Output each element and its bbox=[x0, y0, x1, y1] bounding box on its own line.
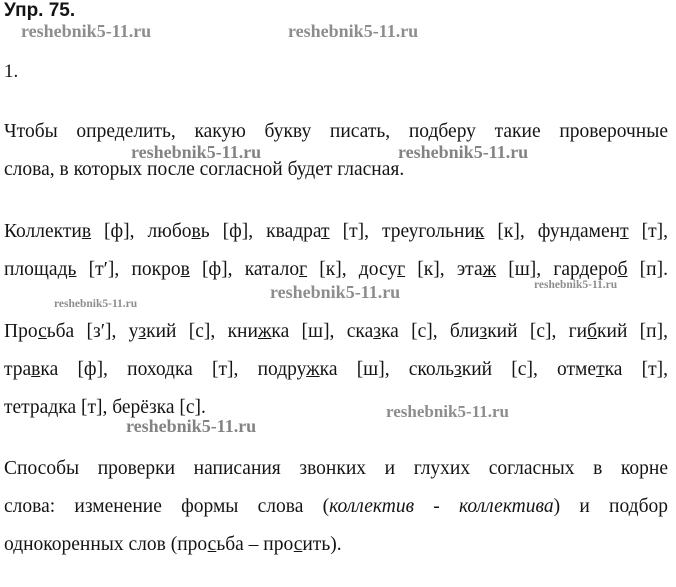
text-segment: ка [т], bbox=[604, 359, 669, 380]
underlined-letter: б bbox=[587, 321, 598, 342]
text-segment: [к], фундамен bbox=[484, 221, 621, 242]
text-segment: коллекти bbox=[329, 496, 406, 517]
underlined-letter: з bbox=[373, 321, 381, 342]
underlined-letter: т bbox=[620, 221, 629, 242]
watermark: reshebnik5-11.ru bbox=[288, 21, 419, 41]
text-segment: [т′], покро bbox=[76, 259, 181, 280]
text-segment: [т], треугольни bbox=[329, 221, 475, 242]
underlined-letter: в bbox=[81, 221, 92, 242]
text-segment: ьба – про bbox=[216, 534, 294, 555]
text-segment: кий [с], кни bbox=[146, 321, 258, 342]
underlined-letter: с bbox=[293, 534, 303, 555]
underlined-letter: б bbox=[617, 259, 628, 280]
underlined-letter: т bbox=[321, 221, 330, 242]
text-segment: Способы проверки написания звонких и глухих согласных в корне bbox=[4, 458, 668, 479]
watermark: reshebnik5-11.ru bbox=[21, 21, 152, 41]
underlined-letter: д bbox=[48, 397, 59, 418]
text-segment: однокоренных слов (про bbox=[4, 534, 208, 555]
text-segment: Чтобы определить, какую букву писать, подберу такие проверочные bbox=[4, 121, 668, 142]
text-segment: кий [с], ги bbox=[487, 321, 588, 342]
text-segment: тра bbox=[4, 359, 32, 380]
underlined-letter: в bbox=[405, 496, 415, 517]
conclusion-line-2 bbox=[4, 495, 668, 519]
text-segment: - bbox=[414, 496, 460, 517]
middle-words-line-2 bbox=[4, 358, 668, 382]
underlined-letter: ж bbox=[257, 321, 272, 342]
watermark: reshebnik5-11.ru bbox=[534, 279, 618, 291]
text-segment: слова, в которых после согласной будет гласная. bbox=[4, 159, 405, 180]
exercise-title: Упр. 75. bbox=[4, 0, 76, 21]
middle-words-line-3 bbox=[4, 396, 206, 420]
watermark: reshebnik5-11.ru bbox=[131, 142, 262, 162]
underlined-letter: к bbox=[474, 221, 485, 242]
underlined-letter: з bbox=[479, 321, 488, 342]
underlined-letter: ж bbox=[306, 359, 320, 380]
watermark: reshebnik5-11.ru bbox=[126, 416, 257, 436]
conclusion-line-1 bbox=[4, 457, 668, 481]
intro-line-1 bbox=[4, 120, 668, 144]
underlined-letter: г bbox=[299, 259, 308, 280]
underlined-letter: ва bbox=[535, 496, 554, 517]
text-segment: [п]. bbox=[627, 259, 668, 280]
text-segment: [к], эта bbox=[405, 259, 483, 280]
underlined-letter: г bbox=[397, 259, 406, 280]
text-segment: ьба [з′], у bbox=[46, 321, 139, 342]
underlined-letter: в bbox=[191, 221, 201, 242]
intro-line-2 bbox=[4, 158, 404, 182]
watermark: reshebnik5-11.ru bbox=[54, 298, 138, 310]
text-segment: ить). bbox=[302, 534, 342, 555]
underlined-letter: дь bbox=[57, 259, 77, 280]
text-segment: ка [т], подру bbox=[174, 359, 307, 380]
text-segment: коллекти bbox=[459, 496, 536, 517]
underlined-letter: д bbox=[165, 359, 175, 380]
text-segment: кий [с], отме bbox=[461, 359, 597, 380]
text-segment: [т], bbox=[628, 221, 668, 242]
text-segment: Коллекти bbox=[4, 221, 82, 242]
underlined-letter: в bbox=[31, 359, 41, 380]
text-segment: ка [с], бли bbox=[380, 321, 480, 342]
underlined-letter: з bbox=[454, 359, 462, 380]
voiced-words-line-1 bbox=[4, 220, 668, 244]
text-segment: ка [т], берёзка [с]. bbox=[58, 397, 206, 418]
item-number: 1. bbox=[4, 61, 19, 82]
text-segment: ка [ш], ска bbox=[271, 321, 374, 342]
text-segment: кий [п], bbox=[597, 321, 668, 342]
text-segment: ь [ф], квадра bbox=[200, 221, 322, 242]
conclusion-line-3 bbox=[4, 533, 342, 557]
text-segment: Про bbox=[4, 321, 39, 342]
watermark: reshebnik5-11.ru bbox=[386, 402, 509, 421]
text-segment: [ф], катало bbox=[189, 259, 300, 280]
text-segment: ) и подбор bbox=[553, 496, 668, 517]
voiced-words-line-2 bbox=[4, 258, 668, 282]
underlined-letter: з bbox=[138, 321, 147, 342]
watermark: reshebnik5-11.ru bbox=[398, 142, 529, 162]
underlined-letter: ж bbox=[482, 259, 497, 280]
underlined-letter: с bbox=[38, 321, 47, 342]
text-segment: слова: изменение формы слова ( bbox=[4, 496, 330, 517]
text-segment: [ф], любо bbox=[91, 221, 192, 242]
text-segment: ка [ф], похо bbox=[40, 359, 166, 380]
underlined-letter: т bbox=[596, 359, 605, 380]
underlined-letter: с bbox=[207, 534, 217, 555]
text-segment: ка [ш], сколь bbox=[319, 359, 455, 380]
middle-words-line-1 bbox=[4, 320, 668, 344]
text-segment: [к], досу bbox=[307, 259, 398, 280]
text-segment: площа bbox=[4, 259, 58, 280]
text-segment: [ш], гардеро bbox=[496, 259, 618, 280]
text-segment: тетра bbox=[4, 397, 49, 418]
underlined-letter: в bbox=[180, 259, 190, 280]
watermark: reshebnik5-11.ru bbox=[270, 282, 401, 302]
